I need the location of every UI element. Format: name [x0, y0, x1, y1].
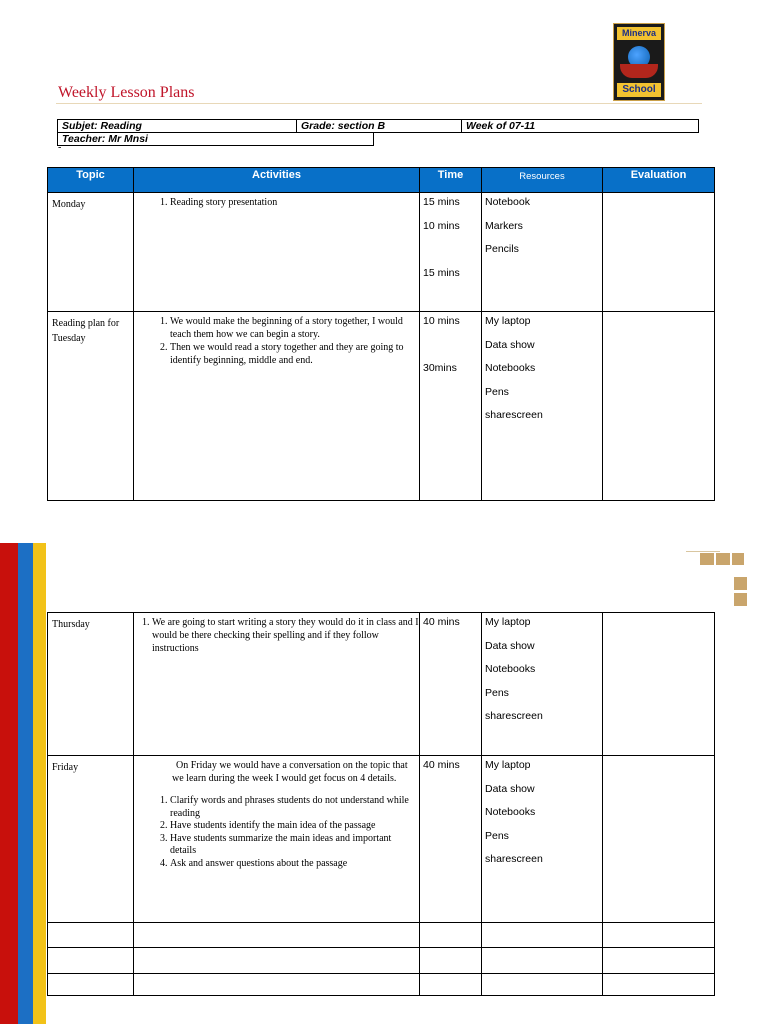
table-row-empty	[48, 948, 715, 974]
activity-item: 4. Ask and answer questions about the passage	[170, 858, 419, 871]
info-row-subject	[57, 119, 699, 133]
lesson-table-week-end	[47, 612, 715, 996]
evaluation-cell	[603, 312, 715, 501]
topic-cell: Thursday	[48, 613, 134, 756]
logo-top-text: Minerva	[617, 27, 661, 40]
empty-cell	[420, 948, 482, 974]
time-value: 30mins	[423, 362, 457, 374]
hands-icon	[620, 64, 658, 78]
time-value: 40 mins	[423, 759, 460, 771]
time-value: 15 mins	[423, 196, 460, 208]
resource-item: Pens	[485, 829, 509, 842]
empty-cell	[134, 948, 420, 974]
empty-cell	[134, 974, 420, 996]
stray-dash: -	[58, 142, 62, 153]
activity-item: 1. Clarify words and phrases students do not understand while reading	[170, 795, 419, 820]
decorative-square	[732, 553, 744, 565]
activity-item: 2. Then we would read a story together and they are going to identify beginning, middle and end.	[170, 341, 419, 367]
evaluation-cell	[603, 613, 715, 756]
activity-intro: On Friday we would have a conversation on the topic that we learn during the week I would get focus on 4 details.	[172, 760, 408, 784]
resource-item: My laptop	[485, 759, 531, 771]
time-value	[423, 338, 479, 362]
info-divider	[461, 120, 462, 132]
info-row-teacher	[57, 132, 374, 146]
empty-cell	[420, 923, 482, 948]
decorative-stripe-red	[0, 543, 18, 1024]
resource-item: sharescreen	[485, 710, 543, 722]
decorative-line	[686, 551, 720, 552]
resource-item: Data show	[485, 338, 535, 351]
header-activities: Activities	[134, 168, 420, 193]
time-value: 40 mins	[423, 616, 460, 628]
empty-cell	[482, 948, 603, 974]
resource-item: Notebook	[485, 196, 530, 208]
decorative-stripe-yellow	[33, 543, 46, 1024]
info-divider	[296, 120, 297, 132]
empty-cell	[603, 948, 715, 974]
resource-item: Data show	[485, 639, 535, 652]
title-divider	[56, 103, 702, 104]
resources-cell	[482, 312, 603, 501]
resource-item: Notebooks	[485, 663, 536, 675]
evaluation-cell	[603, 756, 715, 923]
week-field: Week of 07-11	[466, 120, 536, 132]
resources-cell	[482, 193, 603, 312]
time-cell	[420, 756, 482, 923]
activities-cell	[134, 193, 420, 312]
time-value: 15 mins	[423, 266, 460, 279]
page-title: Weekly Lesson Plans	[58, 84, 195, 101]
resource-item: Pens	[485, 385, 509, 398]
resource-item: My laptop	[485, 315, 531, 327]
resource-item: Notebooks	[485, 362, 536, 374]
time-cell	[420, 193, 482, 312]
activities-cell	[134, 756, 420, 923]
decorative-square	[734, 577, 747, 590]
table-row-friday	[48, 756, 715, 923]
time-value: 10 mins	[423, 315, 460, 327]
time-cell	[420, 613, 482, 756]
resource-item: sharescreen	[485, 853, 543, 865]
activity-item: 1. We would make the beginning of a story together, I would teach them how we can begin a story.	[170, 315, 419, 341]
resource-item: My laptop	[485, 616, 531, 628]
table-header-row	[48, 168, 715, 193]
resources-cell	[482, 756, 603, 923]
grade-field: Grade: section B	[301, 120, 386, 132]
resource-item: Data show	[485, 782, 535, 795]
decorative-square	[734, 593, 747, 606]
school-logo	[613, 23, 665, 101]
activity-item: 1. We are going to start writing a story they would do it in class and I would be there checking their spelling and if they follow instructions	[152, 616, 419, 655]
empty-cell	[48, 923, 134, 948]
activity-item: 1. Reading story presentation	[170, 196, 419, 209]
empty-cell	[482, 923, 603, 948]
header-time: Time	[420, 168, 482, 193]
decorative-square	[716, 553, 730, 565]
resource-item: Markers	[485, 219, 523, 232]
header-resources: Resources	[482, 168, 603, 193]
empty-cell	[420, 974, 482, 996]
subject-field: Subjet: Reading	[62, 120, 142, 132]
empty-cell	[48, 948, 134, 974]
empty-cell	[48, 974, 134, 996]
empty-cell	[603, 974, 715, 996]
teacher-field: Teacher: Mr Mnsi	[62, 133, 148, 145]
header-topic: Topic	[48, 168, 134, 193]
table-row-tuesday	[48, 312, 715, 501]
lesson-table-week-start	[47, 167, 715, 501]
time-value	[423, 242, 479, 266]
decorative-stripe-blue	[18, 543, 33, 1024]
topic-cell: Monday	[48, 193, 134, 312]
logo-bottom-text: School	[617, 83, 661, 97]
topic-cell: Friday	[48, 756, 134, 923]
resources-cell	[482, 613, 603, 756]
table-row-thursday	[48, 613, 715, 756]
empty-cell	[482, 974, 603, 996]
table-row-monday	[48, 193, 715, 312]
activity-item: 3. Have students summarize the main ideas and important details	[170, 833, 419, 858]
resource-item: Notebooks	[485, 806, 536, 818]
table-row-empty	[48, 974, 715, 996]
activities-cell	[134, 312, 420, 501]
resource-item: Pens	[485, 686, 509, 699]
decorative-square	[700, 553, 714, 565]
resource-item: sharescreen	[485, 409, 543, 421]
activity-item: 2. Have students identify the main idea of the passage	[170, 820, 419, 833]
time-value: 10 mins	[423, 219, 460, 232]
empty-cell	[134, 923, 420, 948]
topic-cell: Reading plan for Tuesday	[48, 312, 134, 501]
activities-cell	[134, 613, 420, 756]
evaluation-cell	[603, 193, 715, 312]
table-row-empty	[48, 923, 715, 948]
header-evaluation: Evaluation	[603, 168, 715, 193]
empty-cell	[603, 923, 715, 948]
resource-item: Pencils	[485, 243, 519, 255]
time-cell	[420, 312, 482, 501]
